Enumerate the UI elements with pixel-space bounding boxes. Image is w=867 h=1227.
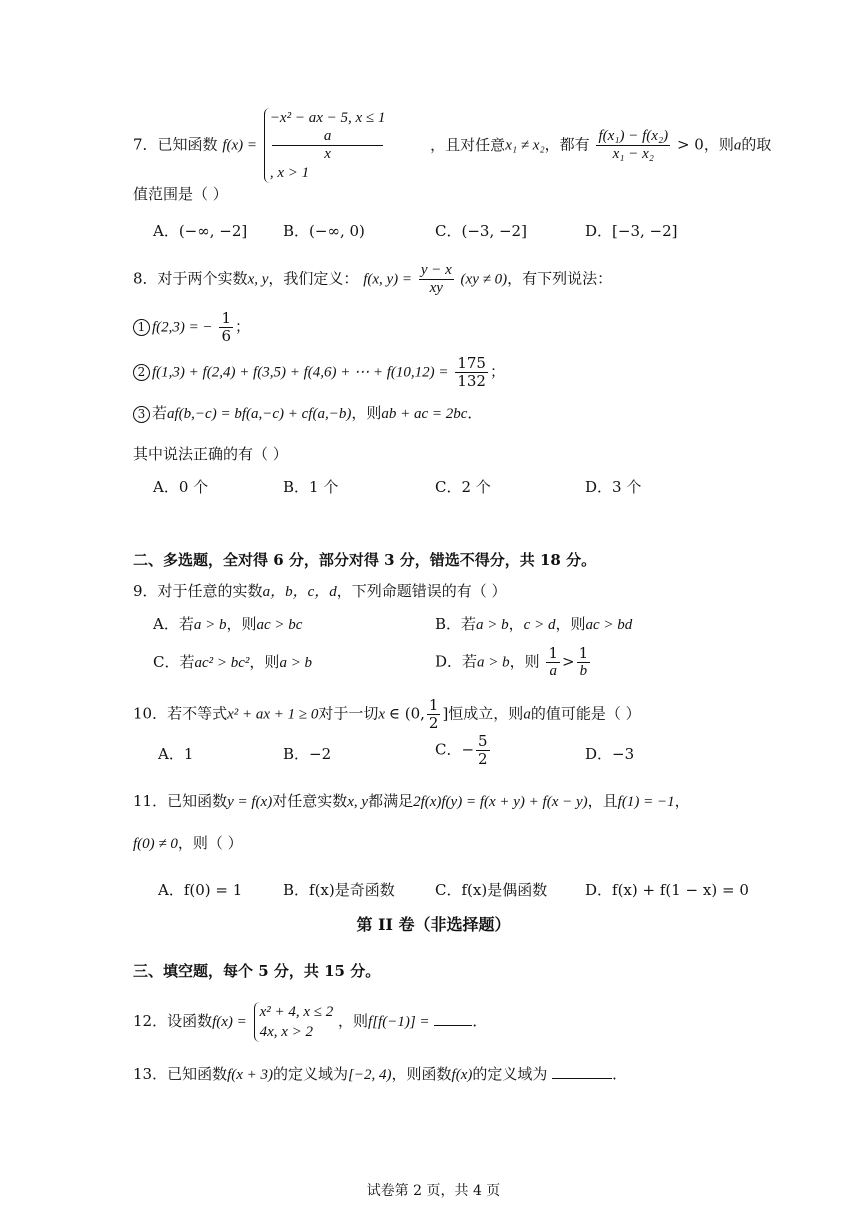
- q8-s1-fraction: [219, 310, 233, 345]
- q9-d-text: D．若: [435, 652, 478, 671]
- q12-end: ．: [472, 1012, 488, 1030]
- q10-text-c: 恒成立，则: [448, 704, 524, 723]
- q10-int-num: 1: [428, 696, 439, 714]
- q8-s3-mark: 3: [133, 406, 150, 423]
- q7-option-c: C．(−3, −2]: [435, 222, 527, 240]
- q9-c-result: a > b: [279, 655, 313, 671]
- q9-stem: [133, 580, 507, 603]
- q12-stem: [133, 1002, 487, 1042]
- q7-option-d: D．[−3, −2]: [585, 222, 678, 240]
- q10-interval-fraction: [427, 697, 441, 732]
- q9-number: 9．: [133, 582, 158, 600]
- q8-s3-text: 若: [152, 404, 168, 422]
- q10-option-d: D．−3: [585, 745, 635, 763]
- q9-d-gt: >: [562, 652, 575, 671]
- q8-stem: [133, 262, 612, 297]
- q7-case1: −x² − ax − 5, x ≤ 1: [269, 110, 386, 126]
- q9-c-cond: ac² > bc²: [194, 655, 250, 671]
- part-2-title: 第 II 卷（非选择题）: [356, 915, 511, 934]
- q8-s3-end: ．: [467, 404, 483, 422]
- q8-s2-den: 132: [457, 372, 486, 390]
- q9-text: 对于任意的实数: [157, 582, 263, 600]
- q9-d-frac2: [577, 645, 591, 680]
- section-3-heading: 三、填空题，每个 5 分，共 15 分。: [133, 962, 381, 980]
- q8-s3-expr: af(b,−c) = bf(a,−c) + cf(a,−b): [167, 406, 352, 422]
- q9-b-sep: ，: [508, 615, 524, 633]
- q7-case2-tail: , x > 1: [269, 165, 310, 181]
- q12-number: 12．: [133, 1012, 168, 1030]
- q10-c-fraction: [476, 733, 490, 768]
- q8-def-fraction: [419, 262, 454, 297]
- q8-option-d: D．3 个: [585, 478, 642, 496]
- q13-stem: [133, 1063, 627, 1086]
- q10-inequality: x² + ax + 1 ≥ 0: [227, 706, 319, 723]
- q10-text-b: 对于一切: [318, 704, 379, 723]
- q10-c-num: 5: [478, 732, 488, 750]
- q7-text: 已知函数: [157, 135, 218, 154]
- q8-s2-fraction: [455, 355, 488, 390]
- section-2-heading: 二、多选题，全对得 6 分，部分对得 3 分，错选不得分，共 18 分。: [133, 551, 597, 569]
- q9-c-text: C．若: [153, 653, 195, 671]
- q9-text-b: ，下列命题错误的有（ ）: [336, 582, 507, 600]
- q8-s1-den: 6: [221, 327, 231, 345]
- q10-option-a: A．1: [158, 745, 194, 763]
- q8-s1-num: 1: [221, 309, 231, 327]
- q13-text: 已知函数: [167, 1065, 228, 1083]
- q8-s3-result: ab + ac = 2bc: [381, 406, 468, 422]
- q8-def-lhs: f(x, y) =: [363, 271, 413, 288]
- q8-s1-mark: 1: [133, 319, 150, 336]
- q9-vars: a，b，c，d: [262, 584, 337, 600]
- q8-option-a: A．0 个: [153, 478, 209, 496]
- q9-a-cond: a > b: [193, 617, 227, 633]
- q9-option-c: [153, 651, 312, 674]
- q11-text: 已知函数: [167, 792, 228, 810]
- q8-question: 其中说法正确的有（ ）: [133, 445, 288, 463]
- q9-d-num1: 1: [548, 644, 558, 662]
- q13-answer-blank[interactable]: [552, 1078, 612, 1079]
- q10-text-d: 的值可能是（ ）: [530, 704, 641, 723]
- q9-b-cond1: a > b: [476, 617, 509, 633]
- q7-option-a: A．(−∞, −2]: [153, 222, 248, 240]
- q7-piecewise: [264, 108, 386, 183]
- q8-text-c: ，有下列说法：: [507, 269, 613, 288]
- q8-option-c: C．2 个: [435, 478, 491, 496]
- q11-option-d: D．f(x) + f(1 − x) = 0: [585, 881, 749, 899]
- q9-d-cond: a > b: [477, 654, 510, 671]
- q11-equation: 2f(x)f(y) = f(x + y) + f(x − y): [413, 794, 588, 810]
- q9-a-text: A．若: [153, 615, 194, 633]
- q8-s2-mark: 2: [133, 364, 150, 381]
- q11-option-a: A．f(0) = 1: [158, 881, 243, 899]
- q8-statement-2: [133, 355, 505, 390]
- q8-s2-num: 175: [457, 354, 486, 372]
- q7-var: a: [733, 137, 742, 154]
- q8-text: 对于两个实数: [157, 269, 248, 288]
- q11-option-c: C．f(x)是偶函数: [435, 881, 548, 899]
- q8-number: 8．: [133, 269, 158, 288]
- q7-case2-num: a: [272, 128, 384, 146]
- q7-text-b: ，且对任意: [430, 135, 506, 154]
- q9-d-num2: 1: [578, 644, 589, 662]
- q13-domain: [−2, 4): [348, 1067, 392, 1083]
- q9-a-then: ，则: [226, 615, 257, 633]
- q10-option-c: [435, 733, 492, 768]
- q12-case1: x² + 4, x ≤ 2: [259, 1004, 334, 1020]
- q11-text-c: 都满足: [368, 792, 414, 810]
- q7-frac-num: f(x₁) − f(x₂): [598, 128, 669, 144]
- q11-stem-line2: [133, 832, 243, 855]
- q7-func-label: f(x) =: [222, 137, 258, 154]
- q10-int-den: 2: [428, 714, 439, 732]
- q7-cond: x₁ ≠ x₂: [505, 137, 545, 154]
- q9-d-then: ，则: [509, 652, 540, 671]
- q7-case2: [270, 128, 386, 183]
- q7-frac-den: x₁ − x₂: [612, 146, 654, 162]
- q11-number: 11．: [133, 792, 168, 810]
- q10-interval-close: ]: [442, 704, 449, 723]
- q11-cond1: f(1) = −1: [617, 794, 675, 810]
- q13-text-b: 的定义域为: [273, 1065, 349, 1083]
- q7-text-e: 的取: [741, 135, 772, 154]
- q12-expr: f[f(−1)] =: [368, 1014, 430, 1030]
- q9-b-then: ，则: [555, 615, 586, 633]
- q8-vars: x, y: [247, 271, 269, 288]
- q11-func: y = f(x): [227, 794, 273, 810]
- q9-option-b: [435, 613, 632, 636]
- q13-func2: f(x): [451, 1067, 473, 1083]
- q13-end: ．: [612, 1065, 628, 1083]
- q12-text: 设函数: [167, 1012, 213, 1030]
- q8-s1-end: ；: [234, 317, 250, 336]
- q12-answer-blank[interactable]: [434, 1025, 472, 1026]
- q11-text-b: 对任意实数: [272, 792, 348, 810]
- q11-option-b: B．f(x)是奇函数: [283, 881, 395, 899]
- q7-option-b: B．(−∞, 0): [283, 222, 365, 240]
- q11-stem: [133, 790, 690, 813]
- q7-text-c: ，都有: [544, 135, 590, 154]
- q8-statement-3: [133, 402, 482, 425]
- q10-option-b: B．−2: [283, 745, 332, 763]
- q11-cond2: f(0) ≠ 0: [133, 836, 178, 852]
- q9-c-then: ，则: [249, 653, 280, 671]
- q10-c-den: 2: [478, 750, 488, 768]
- q13-func1: f(x + 3): [227, 1067, 274, 1083]
- q10-in: x ∈: [378, 706, 400, 723]
- q8-def-cond: (xy ≠ 0): [460, 271, 508, 288]
- q12-func-label: f(x) =: [212, 1014, 247, 1030]
- q8-statement-1: [133, 310, 250, 345]
- q10-c-prefix: C．−: [435, 740, 475, 759]
- q8-def-den: xy: [429, 280, 443, 296]
- q13-number: 13．: [133, 1065, 168, 1083]
- q8-def-num: y − x: [420, 262, 452, 278]
- q7-fraction: [596, 128, 670, 163]
- q8-s3-text-b: ，则: [351, 404, 382, 422]
- q9-b-cond2: c > d: [523, 617, 556, 633]
- q13-text-d: 的定义域为: [472, 1065, 548, 1083]
- page-footer: 试卷第 2 页，共 4 页: [366, 1183, 501, 1199]
- q7-number: 7．: [133, 135, 158, 154]
- q9-b-result: ac > bd: [585, 617, 633, 633]
- q8-s1-lhs: f(2,3) = −: [152, 319, 213, 336]
- q7-stem-line2: 值范围是（ ）: [133, 185, 228, 203]
- q11-text-d: ，且: [587, 792, 618, 810]
- q8-s2-end: ；: [489, 362, 505, 381]
- q11-vars: x, y: [347, 794, 369, 810]
- q12-case2: 4x, x > 2: [259, 1024, 314, 1040]
- q7-stem: [133, 108, 771, 183]
- q7-gt: > 0: [676, 135, 704, 154]
- q9-d-den1: a: [549, 663, 557, 679]
- q10-var: a: [523, 706, 531, 723]
- q9-a-result: ac > bc: [256, 617, 303, 633]
- q9-option-d: [435, 645, 592, 680]
- q12-text-b: ，则: [338, 1012, 369, 1030]
- q10-number: 10．: [133, 704, 168, 723]
- q9-b-text: B．若: [435, 615, 477, 633]
- q9-option-a: [153, 613, 302, 636]
- q11-text-f: ，则（ ）: [177, 834, 243, 852]
- q7-text-d: ，则: [703, 135, 734, 154]
- q11-text-e: ，: [674, 792, 690, 810]
- q8-s2-lhs: f(1,3) + f(2,4) + f(3,5) + f(4,6) + ⋯ + f(10,12) =: [152, 364, 449, 381]
- q12-piecewise: [254, 1002, 334, 1042]
- q10-text: 若不等式: [167, 704, 228, 723]
- q7-case2-den: x: [324, 146, 331, 162]
- q10-interval-open: (0,: [404, 704, 425, 723]
- q10-stem: [133, 697, 641, 732]
- q9-d-frac1: [546, 645, 560, 680]
- q13-text-c: ，则函数: [391, 1065, 452, 1083]
- q8-option-b: B．1 个: [283, 478, 339, 496]
- q8-text-b: ，我们定义：: [268, 269, 359, 288]
- q9-d-den2: b: [579, 663, 588, 679]
